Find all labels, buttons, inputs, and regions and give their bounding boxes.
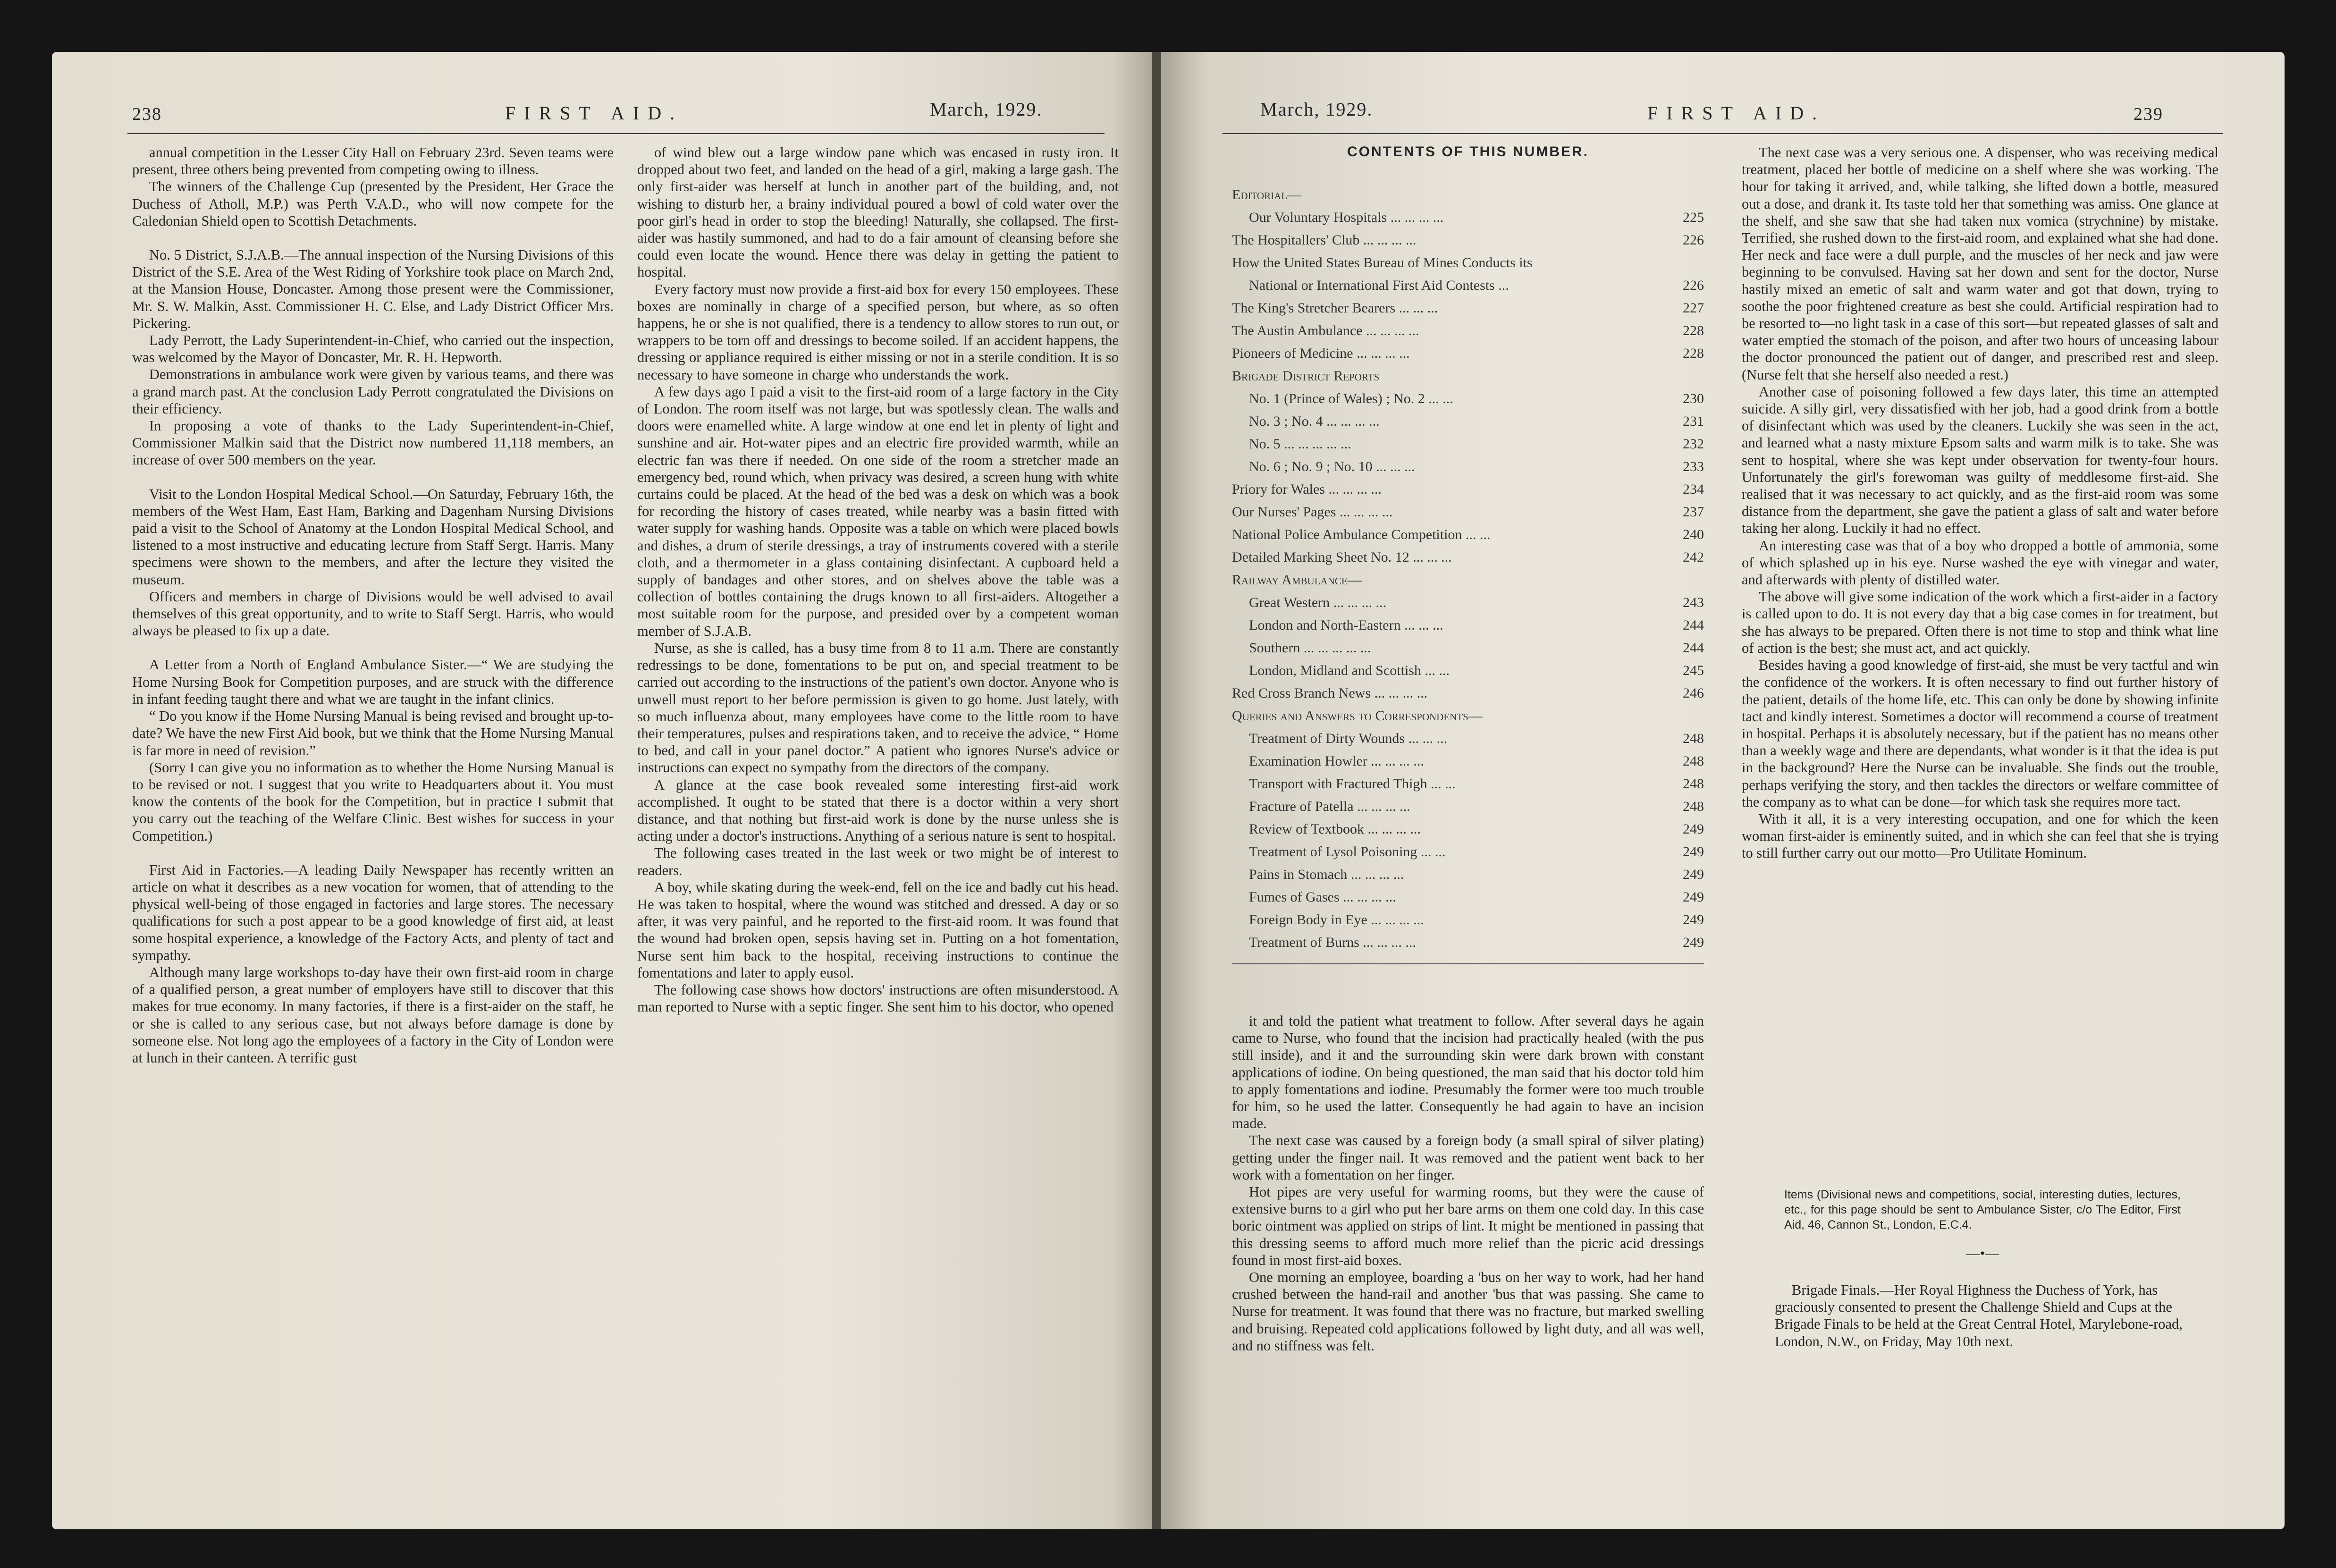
contents-entry-page: 234 bbox=[1683, 481, 1704, 497]
paragraph: Officers and members in charge of Divisions would be well advised to avail themselves of this great opportunity, and to write to Staff Sergt. Harris, who would always be pleased to fix up a date. bbox=[132, 588, 614, 639]
contents-entry-title: Editorial— bbox=[1232, 187, 1302, 202]
contents-entry-title: Red Cross Branch News ... ... ... ... bbox=[1232, 685, 1428, 701]
contents-entry-page: 228 bbox=[1683, 323, 1704, 338]
contents-entry-title: Southern ... ... ... ... ... bbox=[1249, 640, 1371, 656]
contents-entry-page: 240 bbox=[1683, 527, 1704, 542]
paragraph: A few days ago I paid a visit to the first-aid room of a large factory in the City of London. The room itself was not large, but was spotlessly clean. The walls and doors were enamelled white. A large window at one end let in plenty of light and sunshine and air. Hot-water pipes and an electric fire provided warmth, while an electric fan was there if needed. On one side of the room a stretcher made an emergency bed, round which, when privacy was desired, a screen hung with white curtains could be placed. At the head of the bed was a desk on which was a book for recording the history of cases treated, while nearby was a basin fitted with water supply for washing hands. Opposite was a table on which were placed bowls and dishes, a drum of sterile dressings, a tray of instruments covered with a sterile cloth, and a thermometer in a glass containing disinfectant. A cupboard held a supply of bandages and other stores, and on shelves above the table was a collection of bottles containing the drugs known to all first-aiders. Altogether a most suitable room for the purpose, and presided over by a competent woman member of S.J.A.B. bbox=[637, 383, 1119, 639]
contents-entry-title: Pains in Stomach ... ... ... ... bbox=[1249, 867, 1404, 882]
contents-entry bbox=[1232, 659, 1704, 682]
paragraph: annual competition in the Lesser City Hall on February 23rd. Seven teams were present, three others being prevented from competing owing to illness. bbox=[132, 144, 614, 178]
contents-entry-title: No. 3 ; No. 4 ... ... ... ... bbox=[1249, 413, 1380, 429]
paragraph: The following cases treated in the last week or two might be of interest to readers. bbox=[637, 845, 1119, 878]
contents-rule bbox=[1232, 963, 1704, 964]
contents-entry-page: 246 bbox=[1683, 685, 1704, 701]
contents-entry bbox=[1232, 773, 1704, 795]
contents-entry bbox=[1232, 433, 1704, 455]
contents-entry-title: Transport with Fractured Thigh ... ... bbox=[1249, 776, 1456, 792]
contents-entry bbox=[1232, 569, 1704, 591]
right-header-rule bbox=[1223, 133, 2223, 134]
contents-entry bbox=[1232, 637, 1704, 659]
contents-entry-page: 249 bbox=[1683, 844, 1704, 860]
left-column-1 bbox=[132, 144, 614, 1499]
paragraph: Another case of poisoning followed a few days later, this time an attempted suicide. A silly girl, very dissatisfied with her job, had a good drink from a bottle of disinfectant which was used by the cleaners. Luckily she was seen in the act, and learned what a nasty mixture Epsom salts and warm milk is to take. She was sent to hospital, where she was kept under observation for twenty-four hours. Unfortunately the girl's forewoman was guilty of meddlesome first-aid. She realised that it was necessary to act quickly, and as the first-aid room was some distance from the department, she gave the patient a glass of salt and water before taking her along. Luckily it had no effect. bbox=[1742, 383, 2218, 537]
contents-entry bbox=[1232, 297, 1704, 320]
paragraph: Nurse, as she is called, has a busy time from 8 to 11 a.m. There are constantly redressings to be done, fomentations to be put on, and special treatment to be carried out according to the instructions of the patient's own doctor. Anyone who is unwell must report to her before permission is given to go home. Just lately, with so much influenza about, many employees have come to the little room to have their temperatures, pulses and respirations taken, and to receive the advice, “ Home to bed, and call in your panel doctor.” A patient who ignores Nurse's advice or instructions can expect no sympathy from the directors of the company. bbox=[637, 640, 1119, 776]
left-header-rule bbox=[127, 133, 1105, 134]
contents-entry-page: 226 bbox=[1683, 232, 1704, 248]
contents-entry bbox=[1232, 705, 1704, 727]
contents-entry bbox=[1232, 206, 1704, 229]
paragraph: A boy, while skating during the week-end, fell on the ice and badly cut his head. He was taken to hospital, where the wound was stitched and dressed. A day or so after, it was very painful, and he reported to the first-aid room. It was found that the wound had broken open, sepsis having set in. Putting on a hot fomentation, Nurse sent him back to the hospital, receiving instructions to continue the fomentations and later to apply eusol. bbox=[637, 879, 1119, 981]
contents-entry bbox=[1232, 501, 1704, 523]
right-page-number: 239 bbox=[2134, 104, 2163, 124]
contents-entry-title: Our Voluntary Hospitals ... ... ... ... bbox=[1249, 210, 1444, 225]
contents-entry-page: 248 bbox=[1683, 731, 1704, 746]
contents-entry-title: No. 5 ... ... ... ... ... bbox=[1249, 436, 1351, 452]
contents-entry-title: Railway Ambulance— bbox=[1232, 572, 1362, 588]
left-running-head: FIRST AID. bbox=[505, 102, 683, 124]
contents-box bbox=[1232, 144, 1704, 964]
contents-entry-page: 232 bbox=[1683, 436, 1704, 452]
paragraph: With it all, it is a very interesting occupation, and one for which the keen woman first-aider is eminently suited, and in which she can feel that she is trying to still further carry out our motto—Pro Utilitate Hominum. bbox=[1742, 810, 2218, 861]
contents-entry-title: Pioneers of Medicine ... ... ... ... bbox=[1232, 346, 1410, 361]
contents-entry-page: 243 bbox=[1683, 595, 1704, 610]
contents-entry bbox=[1232, 478, 1704, 501]
contents-entry-page: 249 bbox=[1683, 912, 1704, 927]
contents-entry-page: 230 bbox=[1683, 391, 1704, 406]
contents-entry-page: 249 bbox=[1683, 867, 1704, 882]
contents-entry-page: 231 bbox=[1683, 413, 1704, 429]
contents-entry-title: National Police Ambulance Competition ... ... bbox=[1232, 527, 1491, 542]
paragraph: (Sorry I can give you no information as to whether the Home Nursing Manual is to be revised or not. I suggest that you write to Headquarters about it. You must know the contents of the book for the Competition, but in practice I submit that you carry out the teaching of the Welfare Clinic. Best wishes for success in your Competition.) bbox=[132, 759, 614, 844]
contents-entry-page: 237 bbox=[1683, 504, 1704, 520]
paragraph: The winners of the Challenge Cup (presented by the President, Her Grace the Duchess of Atholl, M.P.) was Perth V.A.D., who will now compete for the Caledonian Shield open to Scottish Detachments. bbox=[132, 178, 614, 229]
right-running-head: FIRST AID. bbox=[1647, 102, 1826, 124]
paragraph: it and told the patient what treatment to follow. After several days he again came to Nurse, who found that the incision had practically healed (with the pus still inside), and it and the surrounding skin were dark brown with constant applications of iodine. On being questioned, the man said that his doctor told him to apply fomentations and iodine. Presumably the former were too much trouble for him, so he used the latter. Consequently he had again to have an incision made. bbox=[1232, 1013, 1704, 1132]
paragraph: No. 5 District, S.J.A.B.—The annual inspection of the Nursing Divisions of this District of the S.E. Area of the West Riding of Yorkshire took place on March 2nd, at the Mansion House, Doncaster. Among those present were the Commissioner, Mr. S. W. Malkin, Asst. Commissioner H. C. Else, and Lady District Officer Mrs. Pickering. bbox=[132, 247, 614, 331]
contents-entry-page: 249 bbox=[1683, 889, 1704, 905]
contents-entry bbox=[1232, 750, 1704, 773]
contents-entry-page: 244 bbox=[1683, 640, 1704, 656]
paragraph: One morning an employee, boarding a 'bus on her way to work, had her hand crushed between the hand-rail and another 'bus that was passing. She came to Nurse for treatment. It was found that there was no fracture, but marked swelling and bruising. Repeated cold applications followed by light duty, and all was well, and no stiffness was felt. bbox=[1232, 1269, 1704, 1354]
brigade-finals-block bbox=[1775, 1281, 2190, 1480]
contents-entry-title: The Austin Ambulance ... ... ... ... bbox=[1232, 323, 1419, 338]
notice-text: Items (Divisional news and competitions, social, interesting duties, lectures, etc., for this page should be sent to Ambulance Sister, c/o The Editor, First Aid, 46, Cannon St., London, E.C.4. bbox=[1784, 1188, 2181, 1231]
contents-entry-title: London, Midland and Scottish ... ... bbox=[1249, 663, 1450, 678]
contents-entry bbox=[1232, 931, 1704, 954]
notice-box bbox=[1784, 1187, 2181, 1285]
right-column-1-lower bbox=[1232, 1012, 1704, 1503]
contents-entry-title: Foreign Body in Eye ... ... ... ... bbox=[1249, 912, 1424, 927]
paragraph: Besides having a good knowledge of first-aid, she must be very tactful and win the confidence of the workers. It is often necessary to find out further history of the patient, details of the home life, etc. This can only be done by showing infinite tact and kindly interest. Sometimes a doctor will recommend a course of treatment in hospital. Perhaps it is absolutely necessary, but if the patient has no means other than a weekly wage and there are dependants, what wonder is it that the idea is put in the background? Here the Nurse can be invaluable. She finds out the trouble, perhaps verifying the story, and then tackles the directors or welfare committee of the company as to what can be done—for which task she requires more tact. bbox=[1742, 657, 2218, 810]
contents-entry-title: No. 6 ; No. 9 ; No. 10 ... ... ... bbox=[1249, 459, 1415, 474]
contents-entry-page: 242 bbox=[1683, 549, 1704, 565]
contents-entry-title: National or International First Aid Contests ... bbox=[1249, 278, 1509, 293]
contents-entry-page: 248 bbox=[1683, 753, 1704, 769]
contents-entry-page: 245 bbox=[1683, 663, 1704, 678]
contents-entry-page: 228 bbox=[1683, 346, 1704, 361]
contents-entry bbox=[1232, 455, 1704, 478]
contents-entry-title: Queries and Answers to Correspondents— bbox=[1232, 708, 1483, 724]
contents-entry-title: Fracture of Patella ... ... ... ... bbox=[1249, 799, 1410, 814]
contents-entry bbox=[1232, 342, 1704, 365]
contents-entry bbox=[1232, 591, 1704, 614]
contents-entry-title: Brigade District Reports bbox=[1232, 368, 1380, 384]
right-date: March, 1929. bbox=[1260, 99, 1373, 120]
paragraph: Every factory must now provide a first-aid box for every 150 employees. These boxes are nominally in charge of a specified person, but where, as so often happens, he or she is not qualified, there is a tendency to allow stores to run out, or wrappers to be torn off and dressings to become soiled. If an accident happens, the dressing or appliance required is either missing or not in a sterile condition. It is so necessary to have someone in charge who understands the work. bbox=[637, 281, 1119, 383]
left-column-2 bbox=[637, 144, 1119, 1499]
ornament-divider: —•— bbox=[1965, 1246, 1999, 1261]
contents-entry bbox=[1232, 274, 1704, 297]
contents-entry bbox=[1232, 841, 1704, 863]
contents-entry bbox=[1232, 863, 1704, 886]
contents-entry bbox=[1232, 252, 1704, 274]
paragraph: In proposing a vote of thanks to the Lady Superintendent-in-Chief, Commissioner Malkin said that the District now numbered 11,118 members, an increase of over 500 members on the year. bbox=[132, 418, 614, 468]
right-page-header bbox=[1161, 99, 2285, 132]
contents-entry-title: Detailed Marking Sheet No. 12 ... ... ... bbox=[1232, 549, 1452, 565]
contents-entry-page: 225 bbox=[1683, 210, 1704, 225]
contents-entry-title: How the United States Bureau of Mines Conducts its bbox=[1232, 255, 1533, 270]
paragraph: An interesting case was that of a boy who dropped a bottle of ammonia, some of which splashed up in his eye. Nurse washed the eye with vinegar and water, and afterwards with plenty of distilled water. bbox=[1742, 537, 2218, 588]
contents-entry-page: 233 bbox=[1683, 459, 1704, 474]
contents-entry-page: 249 bbox=[1683, 821, 1704, 837]
contents-entry bbox=[1232, 909, 1704, 931]
contents-entry bbox=[1232, 818, 1704, 841]
contents-entry-title: Review of Textbook ... ... ... ... bbox=[1249, 821, 1421, 837]
paragraph: The above will give some indication of the work which a first-aider in a factory is called upon to do. It is not every day that a big case comes in for treatment, but she has always to be prepared. Often there is not time to stop and think what line of action is the best; she must act, and act quickly. bbox=[1742, 589, 2218, 656]
contents-entry-title: Treatment of Dirty Wounds ... ... ... bbox=[1249, 731, 1448, 746]
paragraph: A glance at the case book revealed some interesting first-aid work accomplished. It ought to be stated that there is a doctor within a very short distance, and that nothing but first-aid work is done by the nurse unless she is acting under a doctor's instructions. Anything of a serious nature is sent to hospital. bbox=[637, 776, 1119, 844]
left-page-header bbox=[52, 99, 1156, 132]
contents-entry bbox=[1232, 523, 1704, 546]
contents-entry bbox=[1232, 388, 1704, 410]
contents-title: CONTENTS OF THIS NUMBER. bbox=[1347, 144, 1589, 160]
contents-entry bbox=[1232, 546, 1704, 569]
contents-entry-title: Treatment of Lysol Poisoning ... ... bbox=[1249, 844, 1446, 860]
paragraph: Hot pipes are very useful for warming rooms, but they were the cause of extensive burns to a girl who put her bare arms on them one cold day. In this case boric ointment was applied on strips of lint. It might be mentioned in passing that this dressing seems to afford much more relief than the picric acid dressings found in most first-aid boxes. bbox=[1232, 1184, 1704, 1268]
contents-entry-title: Examination Howler ... ... ... ... bbox=[1249, 753, 1424, 769]
paragraph: A Letter from a North of England Ambulance Sister.—“ We are studying the Home Nursing Book for Competition purposes, and are struck with the difference in infant feeding taught there and what we are taught in the infant clinics. bbox=[132, 657, 614, 707]
contents-entry-page: 244 bbox=[1683, 617, 1704, 633]
contents-entry bbox=[1232, 727, 1704, 750]
contents-entry bbox=[1232, 886, 1704, 909]
contents-entry-title: The King's Stretcher Bearers ... ... ... bbox=[1232, 300, 1438, 316]
brigade-finals-text: Brigade Finals.—Her Royal Highness the Duchess of York, has graciously consented to present the Challenge Shield and Cups at the Brigade Finals to be held at the Great Central Hotel, Marylebone-road, London, N.W., on Friday, May 10th next. bbox=[1775, 1282, 2183, 1349]
contents-entry bbox=[1232, 229, 1704, 252]
contents-entry-title: Treatment of Burns ... ... ... ... bbox=[1249, 935, 1416, 950]
left-page-number: 238 bbox=[132, 104, 162, 124]
contents-entry bbox=[1232, 795, 1704, 818]
paragraph: First Aid in Factories.—A leading Daily Newspaper has recently written an article on what it describes as a new vocation for women, that of attending to the physical well-being of those engaged in factories and large stores. The necessary qualifications for such a post appear to be a good knowledge of first aid, at least some hospital experience, a knowledge of the Factory Acts, and plenty of tact and sympathy. bbox=[132, 861, 614, 963]
paragraph: Demonstrations in ambulance work were given by various teams, and there was a grand march past. At the conclusion Lady Perrott congratulated the Divisions on their efficiency. bbox=[132, 366, 614, 417]
paragraph: Visit to the London Hospital Medical School.—On Saturday, February 16th, the members of the West Ham, East Ham, Barking and Dagenham Nursing Divisions paid a visit to the School of Anatomy at the London Hospital Medical School, and listened to a most instructive and educating lecture from Staff Sergt. Harris. Many specimens were shown to the members, and after the lecture they visited the museum. bbox=[132, 486, 614, 588]
contents-entry bbox=[1232, 410, 1704, 433]
contents-entry bbox=[1232, 365, 1704, 388]
paragraph: Although many large workshops to-day have their own first-aid room in charge of a qualified person, a great number of employers have still to discover that this makes for true economy. In many factories, if there is a first-aider on the staff, he or she is called to any serious case, but not always before damage is done by someone else. Not long ago the employees of a factory in the City of London were at lunch in their canteen. A terrific gust bbox=[132, 964, 614, 1066]
paragraph: The next case was caused by a foreign body (a small spiral of silver plating) getting under the finger nail. It was removed and the patient went back to her work with a fomentation on her finger. bbox=[1232, 1132, 1704, 1183]
paragraph: of wind blew out a large window pane which was encased in rusty iron. It dropped about two feet, and landed on the head of a girl, making a large gash. The only first-aider was herself at lunch in another part of the building, and, not wishing to disturb her, a brainy individual poured a bowl of cold water over the poor girl's head in order to stop the bleeding! Naturally, she collapsed. The first-aider was hastily summoned, and had to do a fair amount of cleansing before she could even locate the wound. Hence there was delay in getting the patient to hospital. bbox=[637, 144, 1119, 280]
contents-entry bbox=[1232, 320, 1704, 342]
paragraph: Lady Perrott, the Lady Superintendent-in-Chief, who carried out the inspection, was welcomed by the Mayor of Doncaster, Mr. R. H. Hepworth. bbox=[132, 332, 614, 366]
left-date: March, 1929. bbox=[930, 99, 1043, 120]
contents-entry-page: 226 bbox=[1683, 278, 1704, 293]
contents-entry-page: 248 bbox=[1683, 776, 1704, 792]
contents-entry-title: Priory for Wales ... ... ... ... bbox=[1232, 481, 1382, 497]
right-page bbox=[1161, 52, 2285, 1529]
right-column-2 bbox=[1742, 144, 2218, 1192]
contents-entry-title: London and North-Eastern ... ... ... bbox=[1249, 617, 1443, 633]
contents-entry bbox=[1232, 614, 1704, 637]
left-page bbox=[52, 52, 1156, 1529]
contents-entry-page: 249 bbox=[1683, 935, 1704, 950]
paragraph: The next case was a very serious one. A dispenser, who was receiving medical treatment, placed her bottle of medicine on a shelf where she was working. The hour for taking it arrived, and, while talking, she lifted down a bottle, measured out a dose, and drank it. Its taste told her that something was amiss. One glance at the shelf, and she saw that she had taken nux vomica (strychnine) by mistake. Terrified, she rushed down to the first-aid room, and explained what she had done. Her neck and face were a dull purple, and the muscles of her neck and jaw were beginning to be convulsed. Having sat her down and sent for the doctor, Nurse hastily mixed an emetic of salt and warm water and got that down, trying to soothe the poor frightened creature as best she could. Artificial respiration had to be resorted to—no light task in a case of this sort—but repeated glasses of salt and water emptied the stomach of the poison, and after two hours of unceasing labour the doctor pronounced the patient out of danger, and prescribed rest and sleep. (Nurse felt that she herself also needed a rest.) bbox=[1742, 144, 2218, 383]
contents-entry-title: Fumes of Gases ... ... ... ... bbox=[1249, 889, 1396, 905]
contents-entry-title: Our Nurses' Pages ... ... ... ... bbox=[1232, 504, 1393, 520]
paragraph: “ Do you know if the Home Nursing Manual is being revised and brought up-to-date? We have the new First Aid book, but we think that the Home Nursing Manual is far more in need of revision.” bbox=[132, 708, 614, 759]
paragraph: The following case shows how doctors' instructions are often misunderstood. A man reported to Nurse with a septic finger. She sent him to his doctor, who opened bbox=[637, 981, 1119, 1015]
contents-entry-title: Great Western ... ... ... ... bbox=[1249, 595, 1387, 610]
contents-entry-page: 227 bbox=[1683, 300, 1704, 316]
contents-entry bbox=[1232, 682, 1704, 705]
contents-entry-title: The Hospitallers' Club ... ... ... ... bbox=[1232, 232, 1417, 248]
contents-entry bbox=[1232, 184, 1704, 206]
contents-entry-title: No. 1 (Prince of Wales) ; No. 2 ... ... bbox=[1249, 391, 1453, 406]
contents-entry-page: 248 bbox=[1683, 799, 1704, 814]
contents-list bbox=[1232, 184, 1704, 954]
